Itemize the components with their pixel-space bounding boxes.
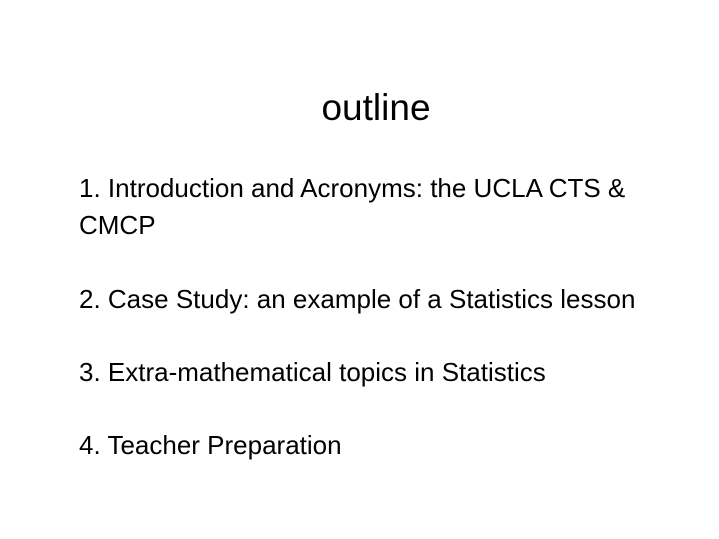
outline-item-3: 3. Extra-mathematical topics in Statistics: [79, 357, 546, 387]
outline-item-4: 4. Teacher Preparation: [79, 430, 342, 460]
outline-item-1-continued: CMCP: [79, 210, 156, 240]
outline-item-1: 1. Introduction and Acronyms: the UCLA CTS &: [79, 173, 626, 203]
outline-item-2: 2. Case Study: an example of a Statistics lesson: [79, 284, 636, 314]
slide-title: outline: [321, 87, 431, 128]
